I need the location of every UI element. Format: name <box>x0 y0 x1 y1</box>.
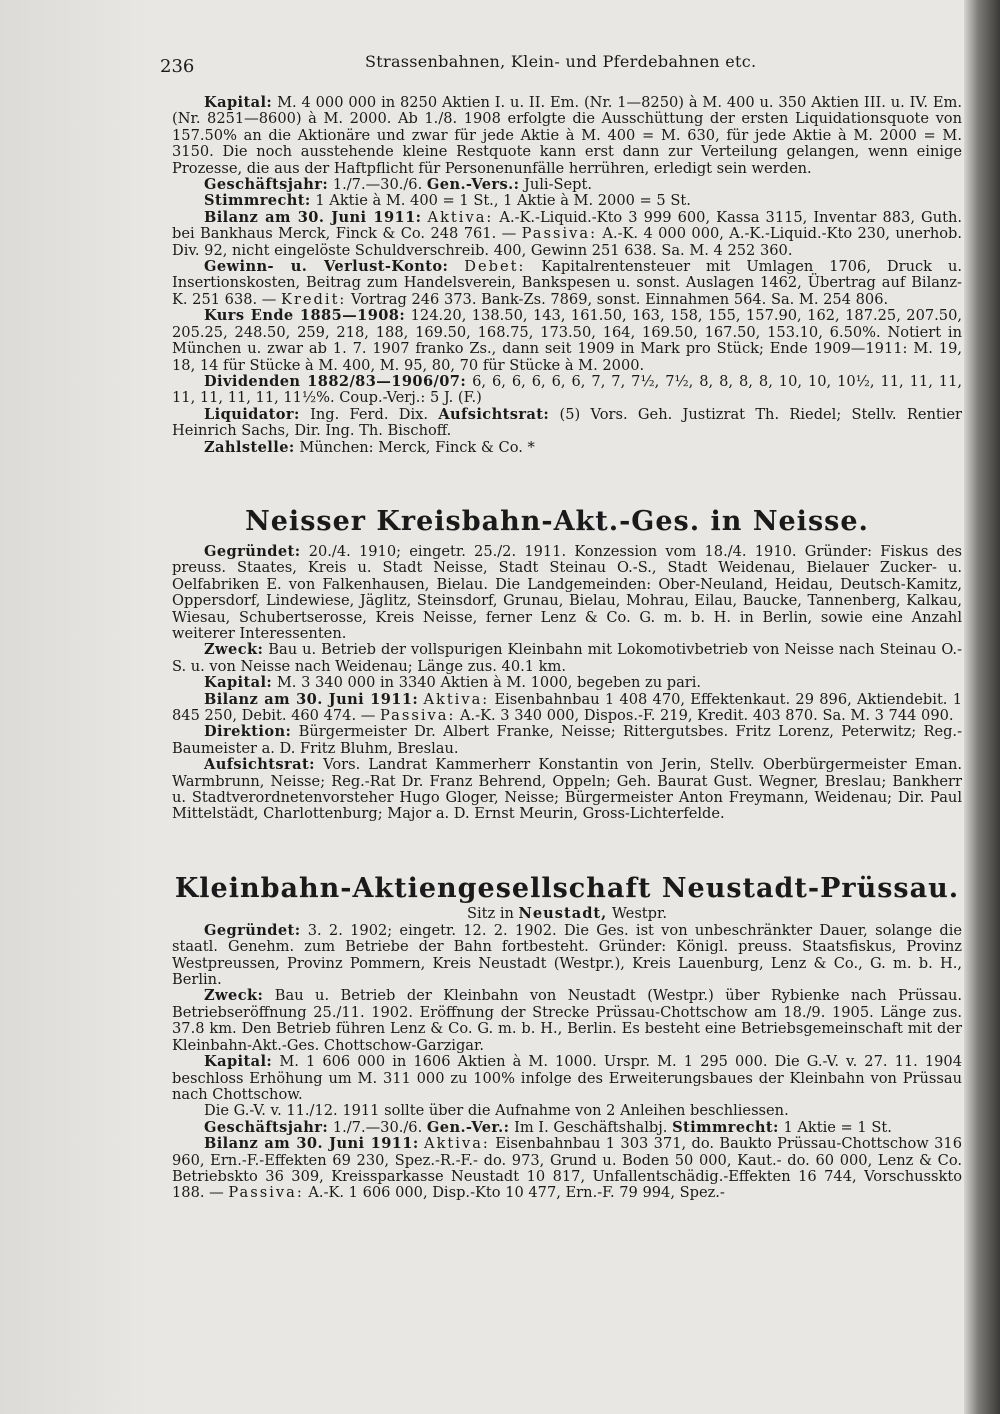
text: Ing. Ferd. Dix. <box>310 405 428 423</box>
label: Gewinn- u. Verlust-Konto: <box>204 258 449 276</box>
text: 1./7.—30./6. <box>332 1118 423 1136</box>
paragraph-aufsichtsrat <box>172 757 962 823</box>
text: 20./4. 1910; eingetr. 25./2. 1911. Konzession vom 18./4. 1910. Gründer: Fiskus des preuss. Staates, Kreis u. Stadt Neisse, Stadt Steinau O.-S., Stadt Weidenau, Bielauer Zucker- u. Oelfabriken E. von Falkenhausen, Bielau. Die Landgemeinden: Ober-Neuland, Heidau, Deutsch-Kamitz, Oppersdorf, Lindewiese, Jäglitz, Steinsdorf, Grunau, Bielau, Mohrau, Eilau, Baucke, Tannenberg, Kalkau, Wiesau, Schubertserosse, Kreis Neisse, ferner Lenz & Co. G. m. b. H. in Berlin, sowie eine Anzahl weiterer Interessenten. <box>172 542 963 642</box>
label: Kapital: <box>204 1053 273 1071</box>
text: Eisenbahnbau 1 408 470, Effektenkaut. 29 896, Aktiendebit. 1 845 250, Debit. 460 474. — <box>172 690 962 724</box>
page-header <box>160 48 960 78</box>
debet-label: Debet: <box>464 258 526 276</box>
text: 1 Aktie à M. 400 = 1 St., 1 Aktie à M. 2000 = 5 St. <box>315 192 691 210</box>
label: Zweck: <box>204 987 264 1005</box>
text: Bürgermeister Dr. Albert Franke, Neisse; Rittergutsbes. Fritz Lorenz, Peterwitz; Reg.-Baumeister a. D. Fritz Bluhm, Breslau. <box>172 723 963 757</box>
text: 124.20, 138.50, 143, 161.50, 163, 158, 155, 157.90, 162, 187.25, 207.50, 205.25, 248.50, 259, 218, 188, 169.50, 168.75, 173.50, 164, 169.50, 167.50, 153.10, 6.50%. Notiert in München u. zwar ab 1. 7. 1907 franko Zs., dann seit 1909 in Mark pro Stück; Ende 1909—1911: M. 19, 18, 14 für Stücke à M. 400, M. 95, 80, 70 für Stücke à M. 2000. <box>172 307 963 374</box>
paragraph-kapital <box>172 1054 962 1103</box>
text: Bau u. Betrieb der vollspurigen Kleinbahn mit Lokomotivbetrieb von Neisse nach Steinau O.-S. u. von Neisse nach Weidenau; Länge zus. 40.1 km. <box>172 641 963 675</box>
aktiva-label: Aktiva: <box>423 690 490 708</box>
text: Kapitalrentensteuer mit Umlagen 1706, Druck u. Insertionskosten, Beitrag zum Handelsverein, Bankspesen u. sonst. Auslagen 1462, Übertrag auf Bilanz-K. 251 638. — <box>172 258 962 308</box>
label: Zahlstelle: <box>204 438 295 456</box>
label: Geschäftsjahr: <box>204 176 329 194</box>
paragraph-zweck <box>172 988 962 1054</box>
paragraph-geschaeftsjahr <box>172 177 962 193</box>
passiva-label: Passiva: <box>228 1184 304 1202</box>
section-heading-neisse: Neisser Kreisbahn-Akt.-Ges. in Neisse. <box>245 505 869 537</box>
paragraph-bilanz <box>172 692 962 725</box>
label: Gegründet: <box>204 921 301 939</box>
label: Dividenden 1882/83—1906/07: <box>204 372 467 390</box>
seat-line <box>172 905 962 923</box>
label: Aufsichtsrat: <box>204 756 315 774</box>
text: 1./7.—30./6. <box>332 176 423 194</box>
text: Vors. Landrat Kammerherr Konstantin von Jerin, Stellv. Oberbürgermeister Eman. Warmbrunn, Neisse; Reg.-Rat Dr. Franz Behrend, Oppeln; Geh. Baurat Gust. Wegner, Breslau; Bankherr u. Stadtverordnetenvorsteher Hugo Gloger, Neisse; Bürgermeister Anton Freymann, Weidenau; Dir. Paul Mittelstädt, Charlottenburg; Major a. D. Ernst Meurin, Gross-Lichterfelde. <box>172 756 963 823</box>
page-body <box>172 95 962 1202</box>
text: A.-K. 3 340 000, Dispos.-F. 219, Kredit. 403 870. Sa. M. 3 744 090. <box>460 707 954 724</box>
label: Bilanz am 30. Juni 1911: <box>204 690 419 708</box>
kredit-label: Kredit: <box>281 290 347 308</box>
paragraph-zahlstelle <box>172 440 962 456</box>
paragraph-kapital <box>172 675 962 691</box>
paragraph-geschaeftsjahr <box>172 1120 962 1136</box>
text: Eisenbahnbau 1 303 371, do. Baukto Prüssau-Chottschow 316 960, Ern.-F.-Effekten 69 230, Spez.-R.-F.- do. 973, Grund u. Boden 50 000, Kaut.- do. 60 000, Lenz & Co. Betriebskto 36 309, Kreissparkasse Neustadt 10 817, Unfallentschädig.-Effekten 16 744, Vorschusskto 188. — <box>172 1135 962 1202</box>
paragraph-gegruendet <box>172 544 962 642</box>
label: Gen.-Ver.: <box>426 1118 510 1136</box>
section-heading-neustadt: Kleinbahn-Aktiengesellschaft Neustadt-Prüssau. <box>174 872 960 904</box>
aktiva-label: Aktiva: <box>427 208 494 226</box>
text: A.-K. 4 000 000, A.-K.-Liquid.-Kto 230, unerhob. Div. 92, nicht eingelöste Schuldverschreib. 400, Gewinn 251 638. Sa. M. 4 252 360. <box>172 225 962 259</box>
passiva-label: Passiva: <box>521 225 597 243</box>
text: Bau u. Betrieb der Kleinbahn von Neustadt (Westpr.) über Rybienke nach Prüssau. Betriebseröffnung 25./11. 1902. Eröffnung der Strecke Prüssau-Chottschow am 18./9. 1905. Länge zus. 37.8 km. Den Betrieb führen Lenz & Co. G. m. b. H., Berlin. Es besteht eine Betriebsgemeinschaft mit der Kleinbahn-Akt.-Ges. Chottschow-Garzigar. <box>172 987 963 1054</box>
label: Gen.-Vers.: <box>426 176 520 194</box>
text: 6, 6, 6, 6, 6, 6, 7, 7, 7½, 7½, 8, 8, 8, 8, 10, 10, 10½, 11, 11, 11, 11, 11, 11, 11, 11½%. Coup.-Verj.: 5 J. (F.) <box>172 372 963 407</box>
text: Die G.-V. v. 11./12. 1911 sollte über die Aufnahme von 2 Anleihen beschliessen. <box>204 1102 789 1120</box>
text: Vortrag 246 373. Bank-Zs. 7869, sonst. Einnahmen 564. Sa. M. 254 806. <box>351 290 889 308</box>
passiva-label: Passiva: <box>379 707 456 724</box>
book-spine <box>964 0 1000 1414</box>
label: Kurs Ende 1885—1908: <box>204 307 406 325</box>
label: Bilanz am 30. Juni 1911: <box>204 1135 419 1153</box>
running-title: Strassenbahnen, Klein- und Pferdebahnen etc. <box>365 52 757 71</box>
page-number: 236 <box>160 56 195 77</box>
text: (5) Vors. Geh. Justizrat Th. Riedel; Stellv. Rentier Heinrich Sachs, Dir. Ing. Th. Bischoff. <box>172 405 963 440</box>
label: Stimmrecht: <box>672 1118 779 1136</box>
text: Sitz in <box>466 904 514 922</box>
text: Juli-Sept. <box>524 176 593 194</box>
text: Im I. Geschäftshalbj. <box>514 1118 668 1136</box>
text: 3. 2. 1902; eingetr. 12. 2. 1902. Die Ges. ist von unbeschränkter Dauer, solange die staatl. Genehm. zum Betriebe der Bahn fortbesteht. Gründer: Königl. preuss. Staatsfiskus, Provinz Westpreussen, Provinz Pommern, Kreis Neustadt (Westpr.), Kreis Lauenburg, Lenz & Co., G. m. b. H., Berlin. <box>172 921 963 989</box>
paragraph-kurs <box>172 308 962 374</box>
text: A.-K. 1 606 000, Disp.-Kto 10 477, Ern.-F. 79 994, Spez.- <box>308 1184 725 1202</box>
label: Gegründet: <box>204 542 301 560</box>
seat-city: Neustadt, <box>518 904 608 922</box>
text: A.-K.-Liquid.-Kto 3 999 600, Kassa 3115, Inventar 883, Guth. bei Bankhaus Merck, Finck & Co. 248 761. — <box>172 208 963 243</box>
paragraph-bilanz <box>172 1136 962 1202</box>
paragraph-bilanz <box>172 210 962 259</box>
paragraph-zweck <box>172 642 962 675</box>
text: M. 1 606 000 in 1606 Aktien à M. 1000. Urspr. M. 1 295 000. Die G.-V. v. 27. 11. 1904 beschloss Erhöhung um M. 311 000 zu 100% infolge des Erweiterungsbaues der Kleinbahn von Prüssau nach Chottschow. <box>172 1053 962 1103</box>
text: Westpr. <box>611 904 668 922</box>
label: Direktion: <box>204 723 292 741</box>
label: Aufsichtsrat: <box>438 405 550 423</box>
text: 1 Aktie = 1 St. <box>783 1118 892 1136</box>
paragraph-guv <box>172 259 962 308</box>
paragraph-liquidator <box>172 407 962 440</box>
label: Bilanz am 30. Juni 1911: <box>204 208 422 226</box>
paragraph-kapital <box>172 95 962 177</box>
label: Stimmrecht: <box>204 192 311 210</box>
page-gutter <box>0 0 150 1414</box>
label: Liquidator: <box>204 405 300 423</box>
paragraph-dividenden <box>172 374 962 407</box>
label: Geschäftsjahr: <box>204 1118 329 1136</box>
text: München: Merck, Finck & Co. * <box>299 438 535 456</box>
paragraph-anleihe <box>172 1103 962 1119</box>
aktiva-label: Aktiva: <box>424 1135 490 1153</box>
paragraph-direktion <box>172 724 962 757</box>
label: Kapital: <box>204 94 273 111</box>
label: Kapital: <box>204 674 273 692</box>
paragraph-stimmrecht <box>172 193 962 209</box>
label: Zweck: <box>204 641 264 659</box>
text: M. 4 000 000 in 8250 Aktien I. u. II. Em. (Nr. 1—8250) à M. 400 u. 350 Aktien III. u. IV. Em. (Nr. 8251—8600) à M. 2000. Ab 1./8. 1908 erfolgte die Ausschüttung der ersten Liquidationsquote von 157.50% an die Aktionäre und zwar für jede Aktie à M. 400 = M. 630, für jede Aktie à M. 2000 = M. 3150. Die noch ausstehende kleine Restquote kann erst dann zur Verteilung gelangen, wenn einige Prozesse, die aus der Haftpflicht für Personenunfälle herrühren, erledigt sein werden. <box>172 94 962 177</box>
paragraph-gegruendet <box>172 923 962 989</box>
text: M. 3 340 000 in 3340 Aktien à M. 1000, begeben zu pari. <box>276 674 702 692</box>
